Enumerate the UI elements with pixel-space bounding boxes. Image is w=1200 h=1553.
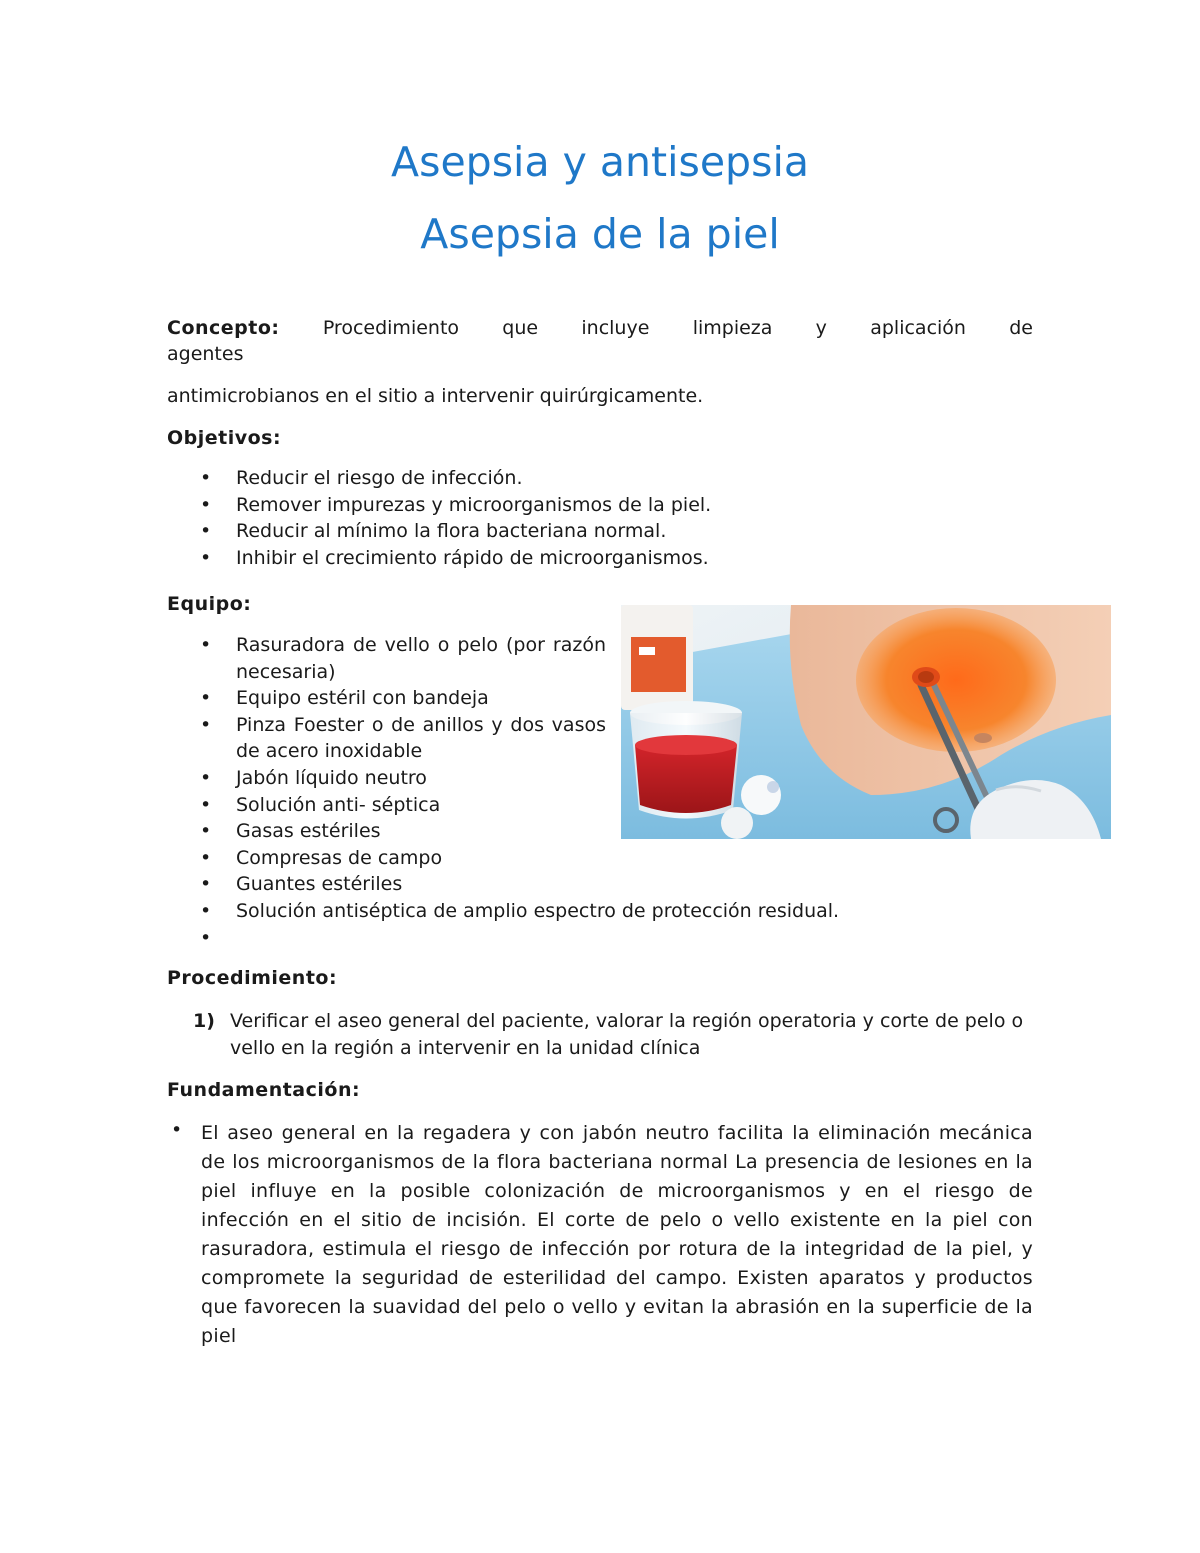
list-item: • Solución antiséptica de amplio espectro de protección residual. — [167, 898, 1036, 925]
document-subtitle: Asepsia de la piel — [420, 210, 780, 258]
procedimiento-step-1 — [193, 1008, 1033, 1062]
fundamentacion-list — [167, 1119, 1033, 1351]
concepto-line-1 — [167, 315, 1033, 341]
skin-antisepsis-photo — [621, 605, 1111, 839]
bullet-icon: • — [200, 493, 212, 516]
list-item: • Equipo estéril con bandeja — [167, 685, 606, 712]
fundamentacion-text: El aseo general en la regadera y con jabón neutro facilita la eliminación mecánica de los microorganismos de la flora bacteriana normal La presencia de lesiones en la piel influye en la posible colonización de microorganismos y en el riesgo de infección en el sitio de incisión. El corte de pelo o vello existente en la piel con rasuradora, estimula el riesgo de infección por rotura de la integridad de la piel, y compromete la seguridad de esterilidad del campo. Existen aparatos y productos que favorecen la suavidad del pelo o vello y evitan la abrasión en la superficie de la piel — [201, 1122, 1033, 1347]
bullet-icon: • — [200, 713, 212, 736]
list-item: • Guantes estériles — [167, 871, 606, 898]
concepto-line-3: antimicrobianos en el sitio a intervenir quirúrgicamente. — [167, 385, 704, 407]
bullet-icon: • — [200, 634, 212, 656]
bullet-icon: • — [200, 766, 212, 789]
list-item: • Inhibir el crecimiento rápido de microorganismos. — [167, 545, 1033, 572]
bullet-icon: • — [200, 899, 212, 922]
list-item: • Reducir el riesgo de infección. — [167, 465, 1033, 492]
concepto-section — [167, 315, 1033, 367]
bullet-icon: • — [200, 820, 212, 843]
bullet-icon: • — [200, 687, 212, 710]
list-item: • Compresas de campo — [167, 845, 606, 872]
equipo-label: Equipo: — [167, 593, 252, 615]
concepto-text-1: Procedimiento que incluye limpieza y aplicación de — [322, 317, 1033, 339]
bullet-icon: • — [171, 1119, 183, 1141]
list-item: • Remover impurezas y microorganismos de la piel. — [167, 492, 1033, 519]
objetivos-list — [167, 465, 1033, 571]
concepto-line-2: agentes — [167, 343, 244, 365]
fundamentacion-label: Fundamentación: — [167, 1079, 361, 1101]
concepto-label: Concepto: — [167, 317, 280, 339]
objetivos-label: Objetivos: — [167, 427, 282, 449]
list-item: • Jabón líquido neutro — [167, 765, 606, 792]
procedimiento-label: Procedimiento: — [167, 967, 338, 989]
bullet-icon: • — [200, 467, 212, 489]
document-title: Asepsia y antisepsia — [391, 138, 809, 186]
step-text: Verificar el aseo general del paciente, valorar la región operatoria y corte de pelo o vello en la región a intervenir en la unidad clínica — [230, 1010, 1024, 1059]
step-number: 1) — [193, 1010, 215, 1032]
list-item: • Solución anti- séptica — [167, 792, 606, 819]
list-item: • Reducir al mínimo la flora bacteriana normal. — [167, 518, 1033, 545]
bullet-icon: • — [200, 546, 212, 569]
bullet-icon: • — [200, 873, 212, 896]
bullet-icon: • — [200, 926, 212, 949]
list-item: • Gasas estériles — [167, 818, 606, 845]
bullet-icon: • — [200, 846, 212, 869]
list-item: • Rasuradora de vello o pelo (por razón necesaria) — [200, 634, 606, 683]
list-item: • Pinza Foester o de anillos y dos vasos de acero inoxidable — [200, 713, 606, 763]
bullet-icon: • — [200, 520, 212, 543]
bullet-icon: • — [200, 793, 212, 816]
